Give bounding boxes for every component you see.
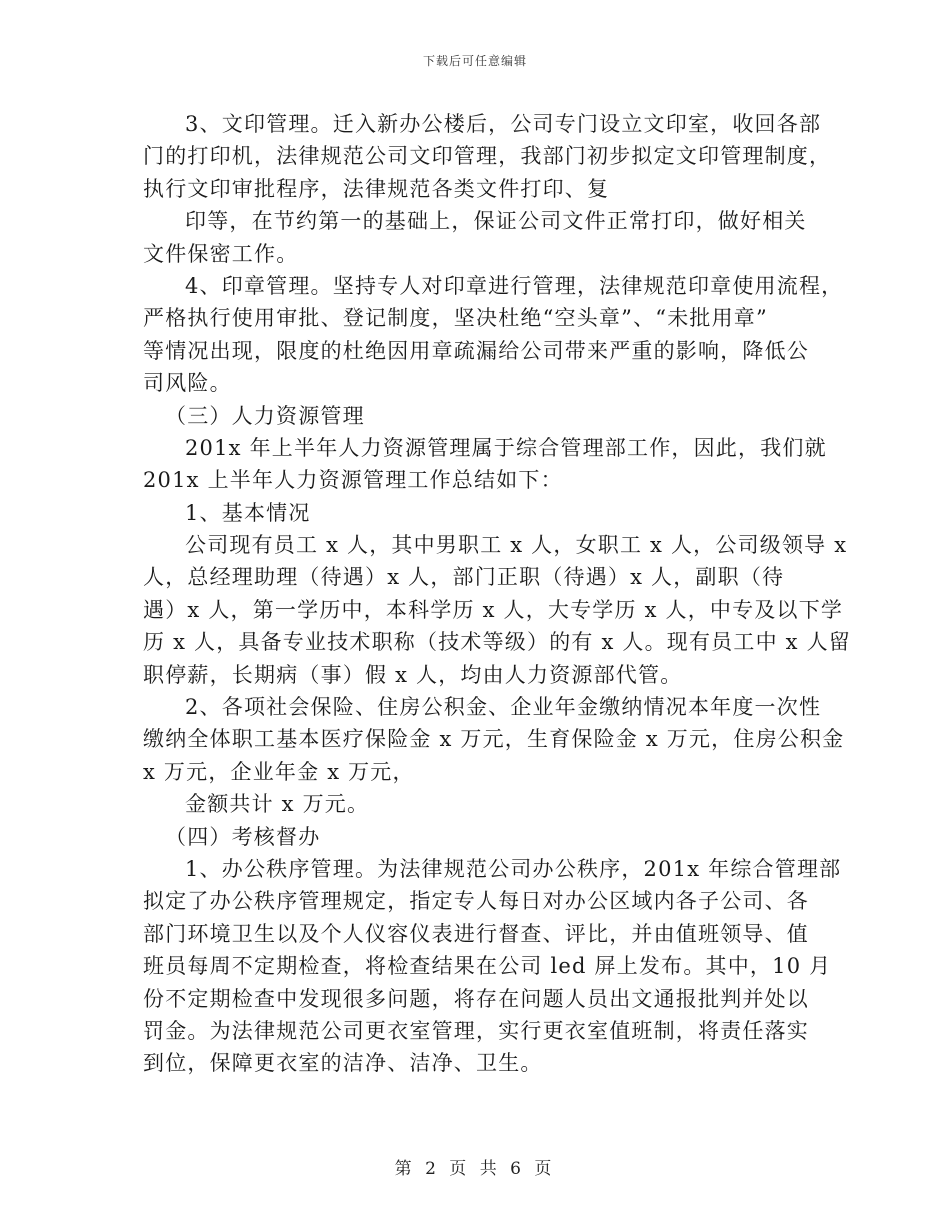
body-text-line: （四）考核督办 [165, 824, 321, 849]
body-text-line: 2、各项社会保险、住房公积金、企业年金缴纳情况本年度一次性 [185, 695, 822, 720]
body-text-line: 历 x 人，具备专业技术职称（技术等级）的有 x 人。现有员工中 x 人留 [143, 630, 851, 655]
body-text-line: 拟定了办公秩序管理规定，指定专人每日对办公区域内各子公司、各 [143, 889, 809, 914]
body-text-line: 职停薪，长期病（事）假 x 人，均由人力资源部代管。 [143, 662, 683, 687]
body-text-line: 执行文印审批程序，法律规范各类文件打印、复 [143, 176, 610, 201]
body-text-line: x 万元，企业年金 x 万元， [143, 759, 415, 784]
body-text-line: 4、印章管理。坚持专人对印章进行管理，法律规范印章使用流程， [185, 273, 844, 298]
body-text-line: 罚金。为法律规范公司更衣室管理，实行更衣室值班制，将责任落实 [143, 1018, 809, 1043]
body-text-line: 公司现有员工 x 人，其中男职工 x 人，女职工 x 人，公司级领导 x [185, 533, 848, 558]
body-text-line: 人，总经理助理（待遇）x 人，部门正职（待遇）x 人，副职（待 [143, 565, 785, 590]
body-text-line: 201x 年上半年人力资源管理属于综合管理部工作，因此，我们就 [185, 435, 827, 460]
body-text-line: 司风险。 [143, 371, 232, 396]
page-footer-pagination: 第 2 页 共 6 页 [394, 1159, 556, 1179]
body-text-line: 3、文印管理。迁入新办公楼后，公司专门设立文印室，收回各部 [185, 112, 822, 136]
body-text-line: 201x 上半年人力资源管理工作总结如下： [143, 468, 563, 493]
document-body [0, 108, 950, 1080]
body-text-line: 严格执行使用审批、登记制度，坚决杜绝“空头章”、“未批用章” [143, 306, 768, 331]
body-text-line: 1、办公秩序管理。为法律规范公司办公秩序，201x 年综合管理部 [185, 856, 842, 881]
body-text-line: 等情况出现，限度的杜绝因用章疏漏给公司带来严重的影响，降低公 [143, 338, 809, 363]
body-text-line: 部门环境卫生以及个人仪容仪表进行督查、评比，并由值班领导、值 [143, 921, 809, 946]
body-text-line: 门的打印机，法律规范公司文印管理，我部门初步拟定文印管理制度， [143, 144, 832, 169]
page-header-note: 下载后可任意编辑 [422, 54, 527, 68]
body-text-line: 到位，保障更衣室的洁净、洁净、卫生。 [143, 1051, 543, 1076]
body-text-line: 份不定期检查中发现很多问题，将存在问题人员出文通报批判并处以 [143, 986, 809, 1011]
body-text-line: 1、基本情况 [185, 500, 311, 525]
body-text-line: 金额共计 x 万元。 [185, 792, 370, 817]
body-text-line: 遇）x 人，第一学历中，本科学历 x 人，大专学历 x 人，中专及以下学 [143, 597, 844, 622]
body-text-line: （三）人力资源管理 [165, 403, 365, 428]
body-text-line: 缴纳全体职工基本医疗保险金 x 万元，生育保险金 x 万元，住房公积金 [143, 727, 845, 752]
body-text-line: 印等，在节约第一的基础上，保证公司文件正常打印，做好相关 [185, 209, 807, 234]
body-text-line: 班员每周不定期检查，将检查结果在公司 led 屏上发布。其中，10 月 [143, 954, 832, 979]
body-text-line: 文件保密工作。 [143, 241, 299, 266]
